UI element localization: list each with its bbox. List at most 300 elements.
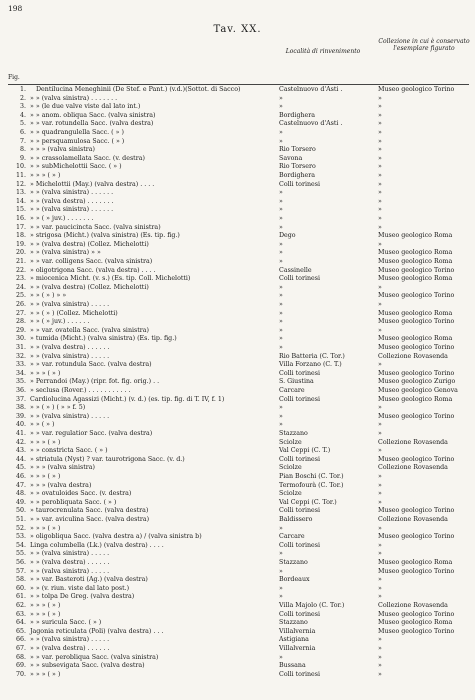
figure-number: 11.: [15, 172, 26, 179]
species-description: Jagonia reticulata (Poli) (valva destra) . . .: [30, 627, 164, 635]
collection-cell: Museo geologico Roma: [378, 559, 453, 566]
species-description: » » subsevigata Sacc. (valva destra): [30, 662, 145, 670]
table-row: [0, 628, 475, 636]
table-row: [0, 499, 475, 507]
collection-cell: Museo geologico Genova: [378, 387, 458, 394]
figure-number: 25.: [15, 292, 26, 300]
locality-cell: Pian Boschi (C. Tor.): [279, 473, 344, 480]
figure-number: 43.: [15, 447, 26, 455]
collection-cell: Museo geologico Torino: [378, 412, 455, 420]
table-row: [0, 473, 475, 481]
species-description: » » » ( » ): [30, 670, 61, 678]
plate-title: Tav. XX.: [213, 24, 262, 35]
collection-cell: Museo geologico Torino: [378, 567, 455, 575]
species-description: » » (valva destra) . . . . . .: [30, 559, 110, 566]
species-description: » » var. rotundula Sacc. (valva destra): [30, 361, 152, 369]
table-row: [0, 550, 475, 558]
table-row: [0, 103, 475, 111]
table-row: [0, 370, 475, 378]
collection-cell: Collezione Rovasenda: [378, 438, 448, 446]
figure-number: 7.: [19, 137, 26, 145]
figure-number: 26.: [15, 301, 26, 308]
locality-cell: Sciolze: [279, 490, 302, 498]
species-description: » » (valva sinistra) . . . . .: [30, 550, 110, 558]
collection-cell: »: [378, 163, 382, 171]
figure-number: 44.: [15, 455, 26, 463]
collection-cell: Museo geologico Roma: [378, 258, 453, 265]
locality-cell: »: [279, 326, 283, 334]
locality-cell: Colli torinesi: [279, 670, 321, 678]
table-row: [0, 138, 475, 146]
figure-number: 69.: [15, 662, 26, 670]
locality-cell: »: [279, 189, 283, 197]
table-row: [0, 645, 475, 653]
table-row: [0, 378, 475, 386]
table-row: [0, 232, 475, 240]
table-row: [0, 129, 475, 137]
species-description: » » var. ovatella Sacc. (valva sinistra): [30, 326, 150, 334]
collection-cell: Museo geologico Roma: [378, 395, 453, 403]
figure-number: 63.: [15, 610, 26, 618]
species-description: » » (valva destra) (Collez. Michelotti): [30, 240, 149, 248]
collection-cell: »: [378, 576, 382, 584]
table-row: [0, 198, 475, 206]
table-row: [0, 464, 475, 472]
locality-cell: »: [279, 567, 283, 575]
collection-cell: Museo geologico Roma: [378, 275, 453, 283]
table-row: [0, 619, 475, 627]
figure-number: 42.: [15, 438, 26, 446]
figure-number: 64.: [15, 619, 26, 627]
locality-cell: »: [279, 283, 283, 291]
locality-cell: Villalvernia: [279, 627, 316, 635]
locality-cell: »: [279, 292, 283, 300]
locality-cell: Cassinelle: [279, 266, 312, 274]
figure-number: 40.: [15, 421, 26, 429]
species-description: » » (valva sinistra) . . . . . .: [30, 189, 114, 197]
locality-cell: »: [279, 404, 283, 412]
species-description: » oligotrigona Sacc. (valva destra) . . . .: [30, 266, 156, 274]
locality-cell: »: [279, 318, 283, 326]
locality-cell: »: [279, 335, 283, 343]
table-row: [0, 611, 475, 619]
species-description: » » (valva sinistra) . . . . . . .: [30, 94, 118, 102]
species-description: » » (valva sinistra) . . . . .: [30, 301, 110, 308]
table-row: [0, 593, 475, 601]
figure-number: 37.: [15, 395, 26, 403]
collection-cell: »: [378, 636, 382, 644]
locality-cell: »: [279, 137, 283, 145]
table-row: [0, 559, 475, 567]
figure-number: 9.: [19, 154, 26, 162]
locality-cell: Castelnuovo d'Asti .: [279, 86, 343, 93]
locality-cell: Villalvernia: [279, 645, 316, 652]
locality-cell: »: [279, 258, 283, 265]
species-description: » » ( » ) ( » » f. 5): [30, 404, 86, 412]
table-row: [0, 662, 475, 670]
page-number: 198: [8, 4, 23, 13]
table-row: [0, 120, 475, 128]
collection-cell: »: [378, 430, 382, 437]
figure-number: 4.: [19, 111, 26, 119]
collection-cell: »: [378, 541, 382, 549]
table-row: [0, 568, 475, 576]
column-header-fig: Fig.: [8, 74, 20, 81]
species-description: » » constricta Sacc. ( » ): [30, 447, 108, 455]
column-header-locality: Località di rinvenimento: [285, 48, 361, 55]
locality-cell: »: [279, 344, 283, 351]
collection-cell: »: [378, 206, 382, 214]
table-row: [0, 310, 475, 318]
species-description: » » ( » juv.) . . . . . . .: [30, 215, 94, 222]
table-row: [0, 112, 475, 120]
species-description: » » var. rotundella Sacc. (valva destra): [30, 120, 154, 128]
figure-number: 48.: [15, 490, 26, 498]
figure-number: 17.: [15, 223, 26, 231]
figure-number: 53.: [15, 533, 26, 541]
locality-cell: Stazzano: [279, 430, 308, 437]
figure-number: 21.: [15, 258, 26, 265]
figure-number: 47.: [15, 481, 26, 489]
figure-number: 68.: [15, 653, 26, 661]
locality-cell: Dego: [279, 232, 296, 240]
collection-cell: »: [378, 653, 382, 661]
table-row: [0, 387, 475, 395]
collection-cell: Museo geologico Torino: [378, 344, 455, 351]
collection-cell: Museo geologico Torino: [378, 86, 455, 93]
figure-number: 19.: [15, 240, 26, 248]
figure-number: 56.: [15, 559, 26, 566]
locality-cell: Astigiana: [279, 636, 309, 644]
species-description: » miocenica Micht. (v. s.) (Es. tip. Coll. Michelotti): [30, 275, 191, 283]
species-description: » » (valva sinistra) . . . . .: [30, 636, 110, 644]
table-row: [0, 155, 475, 163]
locality-cell: »: [279, 550, 283, 558]
collection-cell: Museo geologico Roma: [378, 335, 453, 343]
figure-number: 5.: [19, 120, 26, 128]
species-description: » » ( » ): [30, 421, 55, 429]
figure-number: 50.: [15, 507, 26, 515]
species-description: » » ( » juv.) . . . . . .: [30, 318, 90, 326]
table-row: [0, 576, 475, 584]
species-description: » » var. perobliqua Sacc. (valva sinistra): [30, 653, 159, 661]
table-row: [0, 636, 475, 644]
locality-cell: »: [279, 94, 283, 102]
figure-number: 8.: [19, 146, 26, 154]
table-row: [0, 275, 475, 283]
collection-cell: »: [378, 326, 382, 334]
table-row: [0, 146, 475, 154]
table-row: [0, 163, 475, 171]
collection-cell: »: [378, 197, 382, 205]
locality-cell: Stazzano: [279, 619, 308, 627]
figure-number: 29.: [15, 326, 26, 334]
locality-cell: »: [279, 301, 283, 308]
figure-number: 31.: [15, 344, 26, 351]
figure-number: 28.: [15, 318, 26, 326]
locality-cell: Sciolze: [279, 464, 302, 472]
locality-cell: »: [279, 197, 283, 205]
figure-number: 61.: [15, 593, 26, 601]
locality-cell: »: [279, 412, 283, 420]
locality-cell: »: [279, 249, 283, 257]
locality-cell: Sciolze: [279, 438, 302, 446]
table-row: [0, 396, 475, 404]
species-description: Dentilucina Meneghinii (De Stef. e Pant.) (v.d.)(Sottot. di Sacco): [36, 86, 241, 93]
locality-cell: Rio Batteria (C. Tor.): [279, 352, 345, 360]
locality-cell: »: [279, 206, 283, 214]
collection-cell: »: [378, 361, 382, 369]
collection-cell: »: [378, 490, 382, 498]
table-row: [0, 318, 475, 326]
figure-number: 14.: [15, 197, 26, 205]
collection-cell: »: [378, 240, 382, 248]
table-row: [0, 507, 475, 515]
collection-cell: Museo geologico Torino: [378, 455, 455, 463]
species-description: » » tolpa De Greg. (valva destra): [30, 593, 135, 601]
species-description: » Perrandoi (May.) (ripr. fot. fig. orig.) . .: [30, 378, 160, 386]
species-description: » » (valva sinistra) . . . . .: [30, 412, 110, 420]
species-description: » » var. Basteroti (Ag.) (valva destra): [30, 576, 148, 584]
locality-cell: Colli torinesi: [279, 275, 321, 283]
locality-cell: Stazzano: [279, 559, 308, 566]
collection-cell: »: [378, 137, 382, 145]
collection-cell: »: [378, 481, 382, 489]
column-header-collection: Collezione in cui è conservato l'esemplare figurato: [378, 38, 470, 52]
collection-cell: Museo geologico Torino: [378, 318, 455, 326]
table-row: [0, 241, 475, 249]
collection-cell: »: [378, 498, 382, 506]
species-description: » » » ( » ): [30, 610, 61, 618]
figure-number: 58.: [15, 576, 26, 584]
locality-cell: Carcare: [279, 387, 305, 394]
figure-number: 51.: [15, 516, 26, 523]
species-description: » » (valva sinistra) » »: [30, 249, 101, 257]
collection-cell: »: [378, 283, 382, 291]
species-description: » » var. aviculina Sacc. (valva destra): [30, 516, 150, 523]
figure-number: 22.: [15, 266, 26, 274]
species-description: » » anom. obliqua Sacc. (valva sinistra): [30, 111, 156, 119]
table-row: [0, 249, 475, 257]
locality-cell: »: [279, 593, 283, 601]
figure-number: 34.: [15, 369, 26, 377]
table-row: [0, 413, 475, 421]
collection-cell: »: [378, 215, 382, 222]
collection-cell: Collezione Rovasenda: [378, 464, 448, 472]
species-description: » » suricula Sacc. ( » ): [30, 619, 102, 627]
table-row: [0, 447, 475, 455]
locality-cell: Bordighera: [279, 111, 316, 119]
species-description: Cardiolucina Agassizi (Micht.) (v. d.) (es. tip. fig. di T. IV, f. 1): [30, 395, 225, 403]
table-row: [0, 516, 475, 524]
table-row: [0, 439, 475, 447]
table-row: [0, 542, 475, 550]
locality-cell: Carcare: [279, 533, 305, 541]
species-description: » » » ( » ): [30, 172, 61, 179]
table-row: [0, 292, 475, 300]
collection-cell: »: [378, 670, 382, 678]
figure-number: 20.: [15, 249, 26, 257]
collection-cell: Museo geologico Torino: [378, 627, 455, 635]
species-description: » » » (valva sinistra): [30, 146, 95, 154]
table-row: [0, 421, 475, 429]
species-description: » seclusa (Rover.) . . . . . . . . . . .: [30, 387, 131, 394]
table-row: [0, 181, 475, 189]
species-description: » » » ( » ): [30, 602, 61, 609]
figure-number: 54.: [15, 541, 26, 549]
locality-cell: Rio Torsero: [279, 146, 316, 154]
species-description: » » (v. riun. viste dal lato post.): [30, 584, 130, 592]
species-description: » » (valva sinistra) . . . . . .: [30, 206, 114, 214]
table-row: [0, 95, 475, 103]
figure-number: 24.: [15, 283, 26, 291]
collection-cell: »: [378, 584, 382, 592]
species-description: » » (valva destra) . . . . . .: [30, 344, 110, 351]
collection-cell: »: [378, 129, 382, 136]
species-description: » » ( » ) (Collez. Michelotti): [30, 309, 118, 317]
collection-cell: »: [378, 146, 382, 154]
table-row: [0, 654, 475, 662]
species-description: » » » (valva destra): [30, 481, 92, 489]
collection-cell: Collezione Rovasenda: [378, 516, 448, 523]
table-row: [0, 284, 475, 292]
collection-cell: Museo geologico Roma: [378, 619, 453, 627]
figure-number: 36.: [15, 387, 26, 394]
collection-cell: »: [378, 550, 382, 558]
figure-number: 10.: [15, 163, 26, 171]
locality-cell: »: [279, 215, 283, 222]
collection-cell: Museo geologico Torino: [378, 533, 455, 541]
collection-cell: »: [378, 593, 382, 601]
species-description: » Michelottii (May.) (valva destra) . . . .: [30, 180, 155, 188]
collection-cell: »: [378, 154, 382, 162]
figure-number: 32.: [15, 352, 26, 360]
locality-cell: S. Giustina: [279, 378, 314, 386]
table-row: [0, 86, 475, 94]
header-rule: [8, 84, 469, 85]
species-description: » » persquamulosa Sacc. ( » ): [30, 137, 125, 145]
table-row: [0, 301, 475, 309]
collection-cell: »: [378, 645, 382, 652]
figure-number: 12.: [15, 180, 26, 188]
locality-cell: Termofourà (C. Tor.): [279, 481, 344, 489]
collection-cell: »: [378, 447, 382, 455]
collection-cell: »: [378, 223, 382, 231]
table-row: [0, 224, 475, 232]
locality-cell: Bordeaux: [279, 576, 310, 584]
species-description: » strigosa (Micht.) (valva sinistra) (Es. tip. fig.): [30, 232, 180, 240]
table-row: [0, 585, 475, 593]
species-description: Linga columbella (Lk.) (valva destra) . . . .: [30, 541, 164, 549]
collection-cell: »: [378, 404, 382, 412]
species-description: » » subMichelottii Sacc. ( » ): [30, 163, 122, 171]
table-row: [0, 267, 475, 275]
table-row: [0, 327, 475, 335]
collection-cell: »: [378, 94, 382, 102]
locality-cell: Rio Torsero: [279, 163, 316, 171]
table-row: [0, 525, 475, 533]
species-description: » » (le due valve viste dal lato int.): [30, 103, 141, 111]
table-row: [0, 172, 475, 180]
collection-cell: Museo geologico Torino: [378, 292, 455, 300]
species-description: » » (valva destra) (Collez. Michelotti): [30, 283, 149, 291]
figure-number: 60.: [15, 584, 26, 592]
species-description: » » » ( » ): [30, 473, 61, 480]
locality-cell: Colli torinesi: [279, 180, 321, 188]
species-description: » » var. colligens Sacc. (valva sinistra): [30, 258, 153, 265]
figure-number: 35.: [15, 378, 26, 386]
figure-number: 38.: [15, 404, 26, 412]
table-row: [0, 335, 475, 343]
species-description: » » ovatuloides Sacc. (v. destra): [30, 490, 132, 498]
collection-cell: »: [378, 473, 382, 480]
table-row: [0, 361, 475, 369]
table-row: [0, 602, 475, 610]
species-description: » taurocrenulata Sacc. (valva destra): [30, 507, 149, 515]
table-row: [0, 404, 475, 412]
collection-cell: »: [378, 120, 382, 128]
collection-cell: »: [378, 111, 382, 119]
locality-cell: »: [279, 653, 283, 661]
species-description: » » perobliquata Sacc. ( » ): [30, 498, 117, 506]
locality-cell: Villa Majolo (C. Tor.): [279, 602, 345, 609]
table-row: [0, 490, 475, 498]
species-description: » » (valva destra) . . . . . .: [30, 645, 110, 652]
collection-cell: Collezione Rovasenda: [378, 602, 448, 609]
collection-cell: Collezione Rovasenda: [378, 352, 448, 360]
locality-cell: Villa Forzano (C. T.): [279, 361, 342, 369]
species-description: » » var. paucicincta Sacc. (valva sinistra): [30, 223, 161, 231]
figure-number: 15.: [15, 206, 26, 214]
table-row: [0, 344, 475, 352]
figure-number: 1.: [19, 86, 26, 93]
species-description: » » (valva sinistra) . . . . .: [30, 567, 110, 575]
locality-cell: Castelnuovo d'Asti .: [279, 120, 343, 128]
collection-cell: Museo geologico Roma: [378, 309, 453, 317]
locality-cell: Baldissero: [279, 516, 313, 523]
collection-cell: Museo geologico Torino: [378, 266, 455, 274]
collection-cell: »: [378, 421, 382, 429]
table-row: [0, 456, 475, 464]
locality-cell: Val Ceppi (C. T.): [279, 447, 331, 455]
species-description: » » quadrangulella Sacc. ( » ): [30, 129, 124, 136]
figure-number: 49.: [15, 498, 26, 506]
locality-cell: Val Ceppi (C. Tor.): [279, 498, 337, 506]
collection-cell: Museo geologico Torino: [378, 369, 455, 377]
species-description: » tumida (Micht.) (valva sinistra) (Es. tip. fig.): [30, 335, 177, 343]
table-row: [0, 258, 475, 266]
collection-cell: »: [378, 103, 382, 111]
species-description: » » (valva sinistra) . . . . .: [30, 352, 110, 360]
collection-cell: »: [378, 180, 382, 188]
collection-cell: »: [378, 172, 382, 179]
figure-number: 39.: [15, 412, 26, 420]
locality-cell: »: [279, 421, 283, 429]
figure-number: 33.: [15, 361, 26, 369]
table-row: [0, 430, 475, 438]
collection-cell: »: [378, 301, 382, 308]
figure-number: 18.: [15, 232, 26, 240]
locality-cell: Bussana: [279, 662, 306, 670]
species-description: » » » ( » ): [30, 524, 61, 532]
figure-number: 67.: [15, 645, 26, 652]
figure-number: 70.: [15, 670, 26, 678]
species-description: » oligobliqua Sacc. (valva destra a) / (valva sinistra b): [30, 533, 202, 541]
figure-number: 65.: [15, 627, 26, 635]
figure-number: 13.: [15, 189, 26, 197]
locality-cell: »: [279, 524, 283, 532]
table-row: [0, 206, 475, 214]
